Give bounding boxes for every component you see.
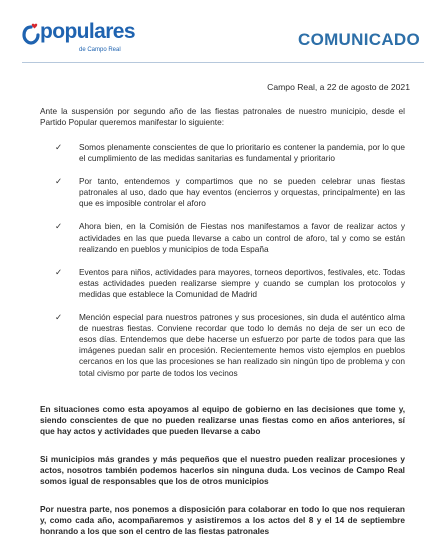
list-item <box>55 312 405 379</box>
bullet-text: Por tanto, entendemos y compartimos que no se pueden celebrar unas fiestas patronales al uso, dado que hay eventos (encierros y orquestas, principalmente) en las que es imposible controlar el aforo <box>79 176 405 209</box>
document-title: COMUNICADO <box>298 30 420 49</box>
support-paragraph: En situaciones como esta apoyamos al equipo de gobierno en las decisiones que tome y, siendo conscientes de que no pueden realizarse unas fiestas como en años anteriores, sí que hay actos y actividades que pueden llevarse a cabo <box>40 404 405 437</box>
list-item <box>55 267 405 300</box>
intro-paragraph: Ante la suspensión por segundo año de las fiestas patronales de nuestro municipio, desde el Partido Popular queremos manifestar lo siguiente: <box>40 106 405 128</box>
logo-wordmark: populares <box>40 20 135 43</box>
bullet-text: Ahora bien, en la Comisión de Fiestas nos manifestamos a favor de realizar actos y actividades en las que pueda llevarse a cabo un control de aforo, tal y como se están realizando en pueblos y municipios de toda España <box>79 221 405 254</box>
bullet-list <box>55 142 405 391</box>
list-item <box>55 221 405 254</box>
check-icon: ✓ <box>55 312 63 323</box>
check-icon: ✓ <box>55 176 63 187</box>
header-divider <box>22 62 424 63</box>
list-item <box>55 176 405 209</box>
list-item <box>55 142 405 164</box>
date-line: Campo Real, a 22 de agosto de 2021 <box>267 82 410 92</box>
bullet-text: Eventos para niños, actividades para mayores, torneos deportivos, festivales, etc. Todas estas actividades pueden realizarse siempre y cuando se cumplan los protocolos y medidas que establece la Comunidad de Madrid <box>79 266 405 299</box>
party-logo <box>22 20 135 56</box>
letterhead <box>0 0 446 62</box>
bullet-text: Mención especial para nuestros patrones y sus procesiones, sin duda el auténtico alma de nuestras fiestas. Conviene recordar que todo lo demás no deja de ser un eco de esos días. Entendemos que debe hacerse un esfuerzo por parte de todos para que las imágenes puedan salir en procesión. Recientemente hemos visto ejemplos en pueblos cercanos en los que las procesiones se han realizado sin ningún tipo de problema y con total civismo por parte de todos los vecinos <box>79 312 405 378</box>
check-icon: ✓ <box>55 142 63 152</box>
check-icon: ✓ <box>55 266 63 277</box>
check-icon: ✓ <box>55 221 63 232</box>
logo-subtitle: de Campo Real <box>79 47 121 53</box>
municipalities-paragraph: Si municipios más grandes y más pequeños que el nuestro pueden realizar procesiones y actos, nosotros también podemos hacerlos sin ninguna duda. Los vecinos de Campo Real somos igual de responsables que los de otros municipios <box>40 454 405 487</box>
collaboration-paragraph: Por nuestra parte, nos ponemos a disposición para colaborar en todo lo que nos requieran y, como cada año, acompañaremos y asistiremos a los actos del 8 y el 14 de septiembre honrando a los que son el centro de las fiestas patronales <box>40 504 405 537</box>
bullet-text: Somos plenamente conscientes de que lo prioritario es contener la pandemia, por lo que el cumplimiento de las medidas sanitarias es fundamental y prioritario <box>79 142 405 164</box>
logo-mark-icon <box>22 23 40 45</box>
